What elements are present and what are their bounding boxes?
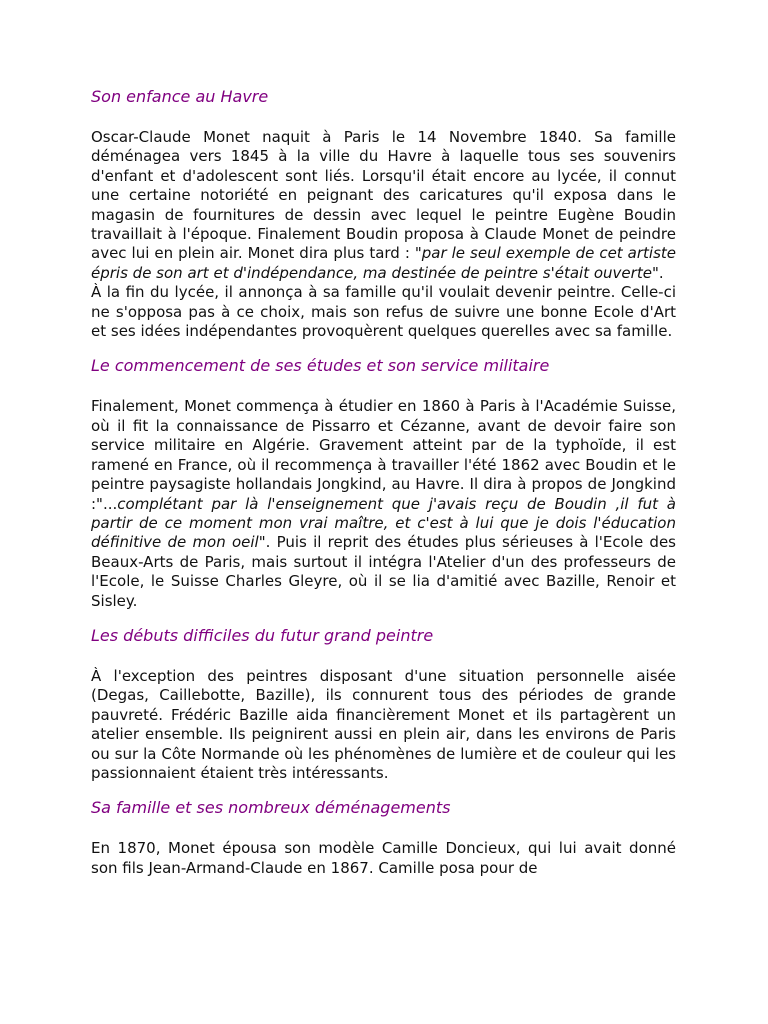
paragraph-enfance-2: À la fin du lycée, il annonça à sa famille qu'il voulait devenir peintre. Celle-ci ne s'opposa pas à ce choix, mais son refus de suivre une bonne Ecole d'Art et ses idées indépendantes provoquèrent quelques querelles avec sa famille. xyxy=(91,283,676,341)
document-page xyxy=(91,86,676,892)
paragraph-text: Finalement, Monet commença à étudier en 1860 à Paris à l'Académie Suisse, où il fit la connaissance de Pissarro et Cézanne, avant de devoir faire son service militaire en Algérie. Gravement atteint par de la typhoïde, il est ramené en France, où il recommença à travailler l'été 1862 avec Boudin et le peintre paysagiste hollandais Jongkind, au Havre. Il dira à propos de Jongkind :"... xyxy=(91,397,676,513)
paragraph-debuts-1: À l'exception des peintres disposant d'une situation personnelle aisée (Degas, Caillebotte, Bazille), ils connurent tous des périodes de grande pauvreté. Frédéric Bazille aida financièrement Monet et ils partagèrent un atelier ensemble. Ils peignirent aussi en plein air, dans les environs de Paris ou sur la Côte Normande où les phénomènes de lumière et de couleur qui les passionnaient étaient très intéressants. xyxy=(91,666,676,782)
paragraph-etudes-1 xyxy=(91,397,676,610)
section-etudes xyxy=(91,355,676,610)
section-debuts xyxy=(91,625,676,783)
jongkind-quote: complétant par là l'enseignement que j'avais reçu de Boudin ,il fut à partir de ce moment mon vrai maître, et c'est à lui que je dois l'éducation définitive de mon oeil xyxy=(91,494,676,552)
heading-etudes: Le commencement de ses études et son service militaire xyxy=(91,356,550,376)
section-famille xyxy=(91,797,676,878)
heading-enfance: Son enfance au Havre xyxy=(91,87,269,106)
paragraph-famille-1: En 1870, Monet épousa son modèle Camille Doncieux, qui lui avait donné son fils Jean-Armand-Claude en 1867. Camille posa pour de xyxy=(91,839,676,877)
monet-quote: par le seul exemple de cet artiste épris de son art et d'indépendance, ma destinée de peintre s'était ouverte xyxy=(91,244,676,282)
paragraph-enfance-1 xyxy=(91,128,676,283)
heading-famille: Sa famille et ses nombreux déménagements xyxy=(91,798,451,818)
paragraph-text: ". xyxy=(651,263,664,282)
section-enfance xyxy=(91,86,676,341)
heading-debuts: Les débuts difficiles du futur grand peintre xyxy=(91,625,434,645)
paragraph-text: ". Puis il reprit des études plus sérieuses à l'Ecole des Beaux-Arts de Paris, mais surtout il intégra l'Atelier d'un des professeurs de l'Ecole, le Suisse Charles Gleyre, où il se lia d'amitié avec Bazille, Renoir et Sisley. xyxy=(91,533,676,610)
paragraph-text: Oscar-Claude Monet naquit à Paris le 14 Novembre 1840. Sa famille déménagea vers 1845 à la ville du Havre à laquelle tous ses souvenirs d'enfant et d'adolescent sont liés. Lorsqu'il était encore au lycée, il connut une certaine notoriété en peignant des caricatures qu'il exposa dans le magasin de fournitures de dessin avec lequel le peintre Eugène Boudin travaillait à l'époque. Finalement Boudin proposa à Claude Monet de peindre avec lui en plein air. Monet dira plus tard : " xyxy=(91,128,676,263)
